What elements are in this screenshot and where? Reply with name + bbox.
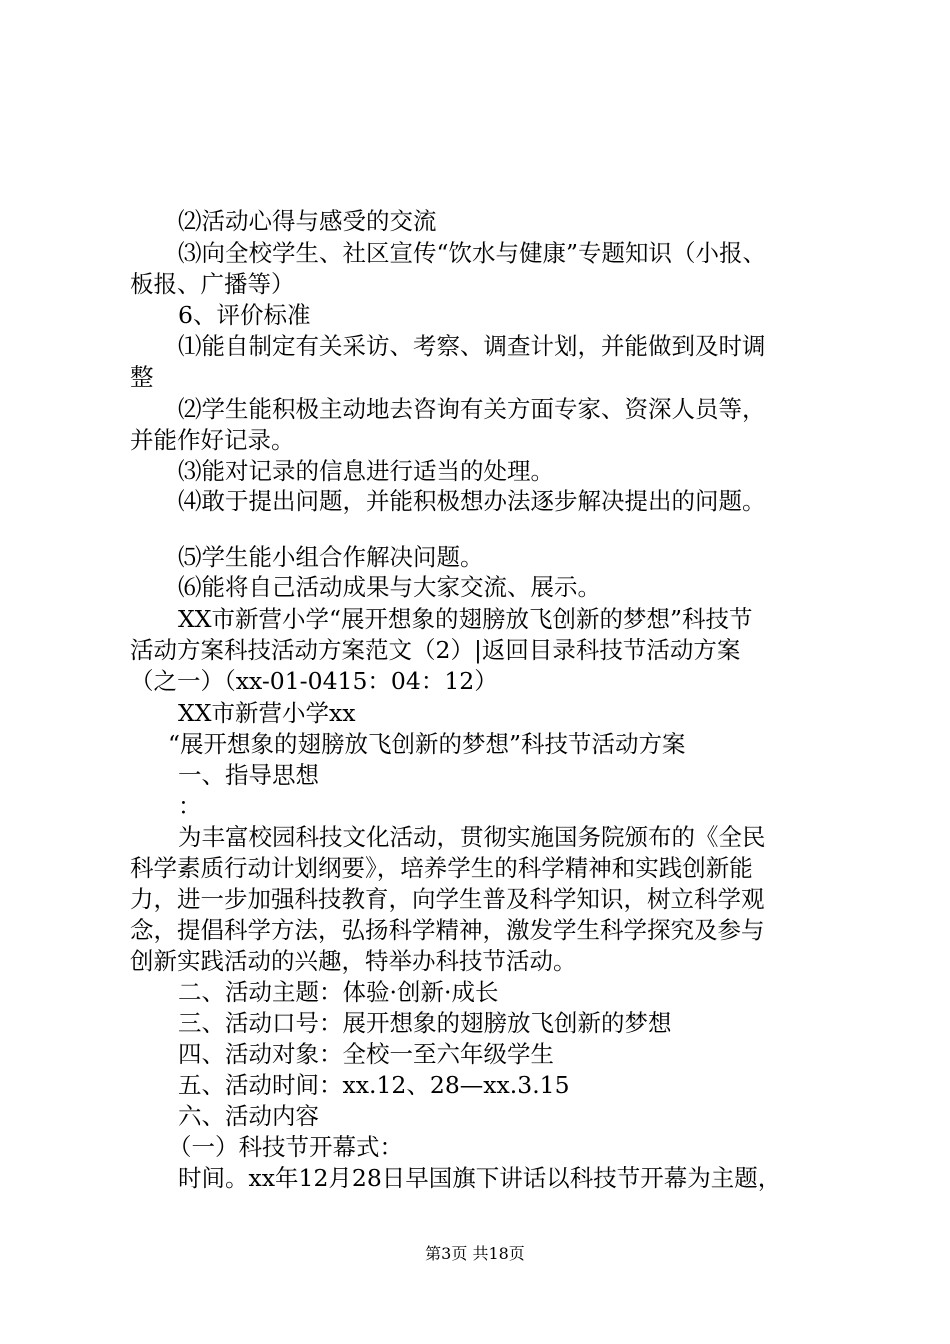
text-line: “展开想象的翅膀放飞创新的梦想”科技节活动方案 (168, 730, 686, 758)
text-line: 六、活动内容 (178, 1102, 319, 1130)
text-line: XX市新营小学“展开想象的翅膀放飞创新的梦想”科技节 (178, 605, 753, 633)
text-line: ⑶向全校学生、社区宣传“饮水与健康”专题知识（小报、 (178, 239, 767, 267)
text-line: 三、活动口号：展开想象的翅膀放飞创新的梦想 (178, 1009, 672, 1037)
text-line: ⑵学生能积极主动地去咨询有关方面专家、资深人员等， (178, 395, 766, 423)
text-line: ： (178, 792, 202, 820)
text-line: 6、评价标准 (178, 301, 311, 329)
text-line: 创新实践活动的兴趣，特举办科技节活动。 (130, 947, 577, 975)
text-line: 二、活动主题：体验·创新·成长 (178, 978, 499, 1006)
text-line: ⑸学生能小组合作解决问题。 (178, 543, 484, 571)
text-line: XX市新营小学xx (178, 699, 356, 727)
text-line: 科学素质行动计划纲要》，培养学生的科学精神和实践创新能 (130, 854, 753, 882)
text-line: 为丰富校园科技文化活动，贯彻实施国务院颁布的《全民 (178, 823, 766, 851)
text-line: 五、活动时间：xx.12、28—xx.3.15 (178, 1071, 570, 1099)
page-number-footer: 第3页 共18页 (425, 1244, 525, 1263)
text-line: 一、指导思想 (178, 761, 319, 789)
text-line: （一）科技节开幕式： (168, 1133, 403, 1161)
text-line: ⑷敢于提出问题，并能积极想办法逐步解决提出的问题。 (178, 487, 766, 515)
text-line: 四、活动对象：全校一至六年级学生 (178, 1040, 554, 1068)
text-line: 并能作好记录。 (130, 426, 295, 454)
text-line: ⑹能将自己活动成果与大家交流、展示。 (178, 573, 601, 601)
text-line: 整 (130, 363, 154, 391)
text-line: ⑵活动心得与感受的交流 (178, 207, 437, 235)
text-line: 力，进一步加强科技教育，向学生普及科学知识，树立科学观 (130, 885, 765, 913)
text-line: ⑴能自制定有关采访、考察、调查计划，并能做到及时调 (178, 332, 766, 360)
text-line: 活动方案科技活动方案范文（2）|返回目录科技节活动方案 (130, 636, 741, 664)
text-line: ⑶能对记录的信息进行适当的处理。 (178, 457, 554, 485)
text-line: 板报、广播等） (130, 270, 295, 298)
text-line: 时间。xx年12月28日早国旗下讲话以科技节开幕为主题， (178, 1164, 782, 1192)
text-line: （之一）（xx-01-0415：04：12） (130, 667, 498, 695)
text-line: 念，提倡科学方法，弘扬科学精神，激发学生科学探究及参与 (130, 916, 765, 944)
